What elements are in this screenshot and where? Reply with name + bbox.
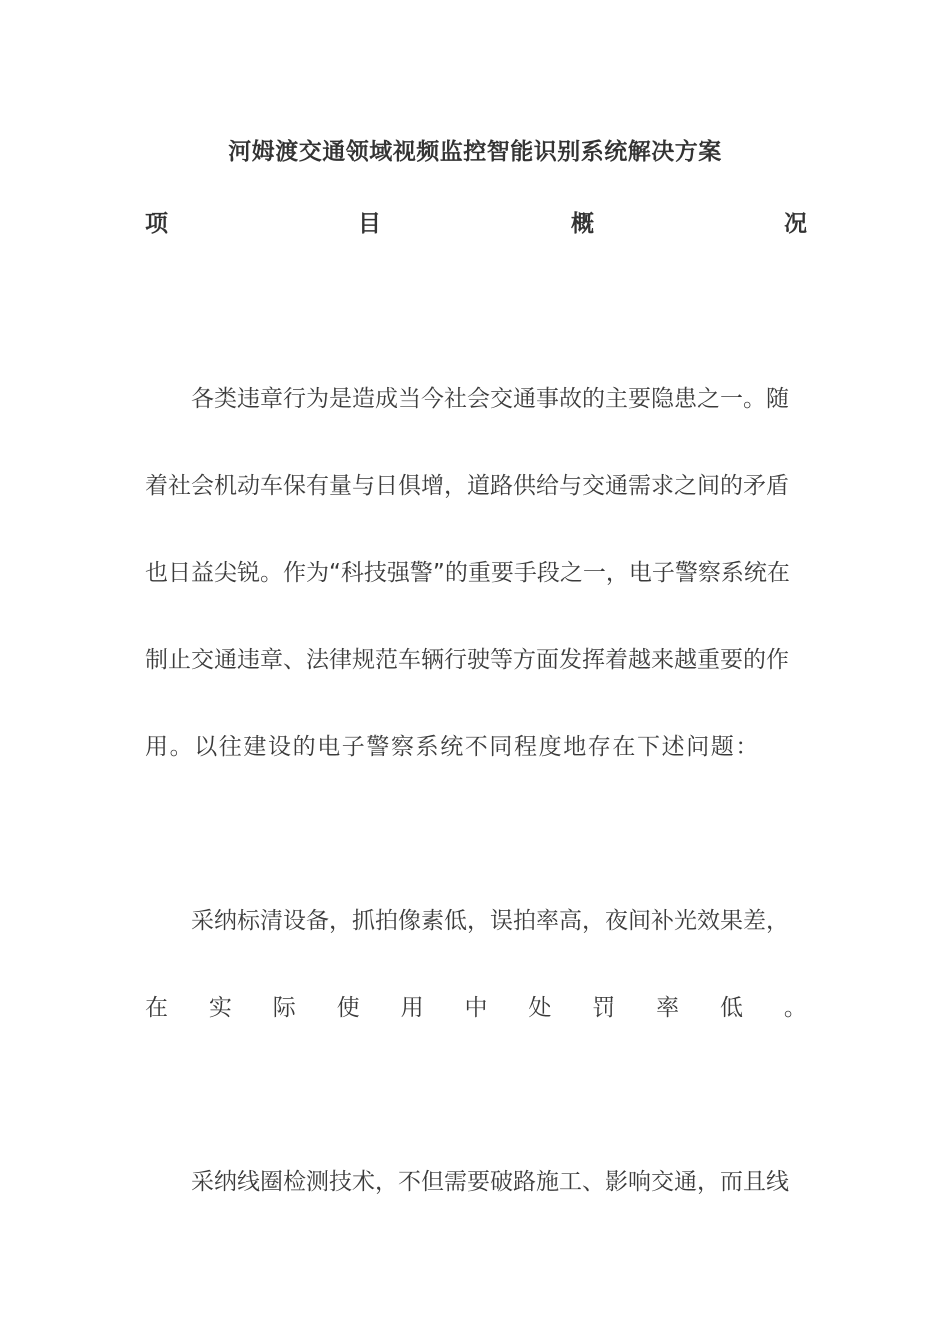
paragraph-1-line-3: 也日益尖锐。作为“科技强警”的重要手段之一，电子警察系统在 [145, 560, 790, 586]
paragraph-2-char: 使 [336, 995, 360, 1021]
paragraph-3-line-1: 采纳线圈检测技术，不但需要破路施工、影响交通，而且线 [191, 1169, 789, 1195]
section-heading [145, 208, 807, 240]
paragraph-2-char: 实 [208, 995, 232, 1021]
paragraph-2-char: 率 [656, 995, 680, 1021]
paragraph-2-char: 低 [720, 995, 744, 1021]
paragraph-2-char: 在 [145, 995, 168, 1021]
paragraph-1-line-2: 着社会机动车保有量与日俱增，道路供给与交通需求之间的矛盾 [145, 473, 789, 499]
paragraph-1-line-5: 用。以往建设的电子警察系统不同程度地存在下述问题： [145, 734, 760, 760]
section-heading-char: 概 [571, 211, 594, 237]
paragraph-2-char: 中 [464, 995, 488, 1021]
document-title: 河姆渡交通领域视频监控智能识别系统解决方案 [228, 139, 722, 165]
paragraph-2-char: 际 [272, 995, 296, 1021]
paragraph-1-line-1: 各类违章行为是造成当今社会交通事故的主要隐患之一。随 [191, 386, 789, 412]
paragraph-1-line-4: 制止交通违章、法律规范车辆行驶等方面发挥着越来越重要的作 [145, 647, 789, 673]
paragraph-2-char: 。 [783, 995, 807, 1021]
paragraph-2-line-1: 采纳标清设备，抓拍像素低，误拍率高，夜间补光效果差， [191, 908, 789, 934]
paragraph-2-char: 罚 [592, 995, 616, 1021]
section-heading-char: 项 [145, 211, 168, 237]
section-heading-char: 目 [358, 211, 381, 237]
paragraph-2-line-2 [145, 992, 807, 1024]
paragraph-2-char: 处 [528, 995, 552, 1021]
section-heading-char: 况 [784, 211, 807, 237]
paragraph-2-char: 用 [400, 995, 424, 1021]
